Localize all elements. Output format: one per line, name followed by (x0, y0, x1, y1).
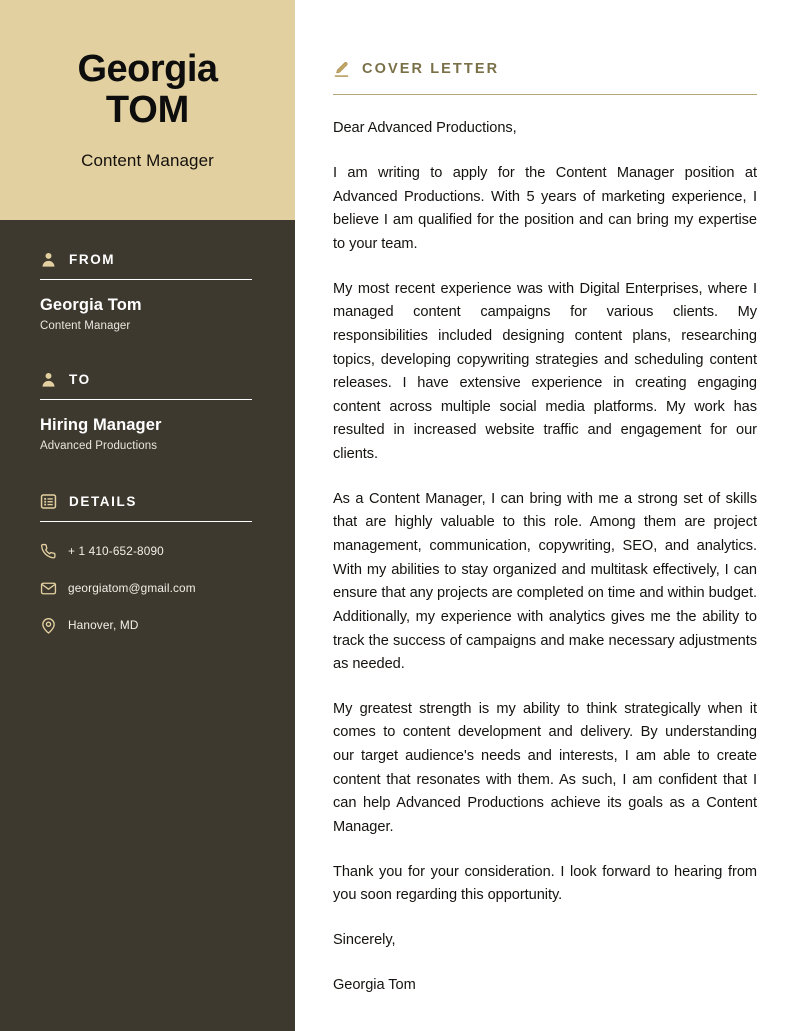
cover-letter-title: COVER LETTER (362, 61, 500, 77)
salutation: Dear Advanced Productions, (333, 120, 517, 137)
to-section (40, 368, 255, 452)
to-name: Hiring Manager (40, 416, 162, 434)
phone-value: + 1 410-652-8090 (68, 544, 164, 558)
person-icon (40, 251, 57, 268)
contact-phone[interactable] (40, 542, 255, 560)
letter-paragraph: My greatest strength is my ability to think strategically when it comes to content development and delivery. By understanding our target audience's needs and interests, I am able to create content that resonates with them. As such, I am confident that I can help Advanced Productions achieve its goals as a Content Manager. (333, 700, 757, 836)
phone-icon (40, 543, 57, 560)
list-card-icon (40, 493, 57, 510)
contact-location[interactable] (40, 616, 255, 634)
details-title: DETAILS (69, 493, 137, 509)
job-title: Content Manager (81, 151, 214, 171)
person-icon (40, 371, 57, 388)
letter-body (333, 117, 757, 997)
location-value: Hanover, MD (68, 618, 139, 632)
email-value: georgiatom@gmail.com (68, 581, 196, 595)
to-subtitle: Advanced Productions (40, 440, 158, 452)
details-section (40, 490, 255, 634)
sidebar (0, 0, 295, 1031)
first-name: Georgia (77, 47, 218, 90)
from-heading (40, 248, 255, 270)
contact-list (40, 542, 255, 634)
from-name: Georgia Tom (40, 296, 142, 314)
sidebar-body (0, 220, 295, 1031)
letter-paragraph: My most recent experience was with Digital Enterprises, where I managed content campaigns for various clients. My responsibilities included designing content plans, researching topics, developing copywriting strategies and scheduling content releases. I have extensive experience in creating engaging content across multiple social media platforms. My work has resulted in increased website traffic and engagement for our clients. (333, 280, 757, 463)
pencil-icon (333, 61, 350, 78)
name-header (0, 0, 295, 220)
cover-letter-heading (333, 56, 757, 82)
contact-email[interactable] (40, 579, 255, 597)
from-subtitle: Content Manager (40, 320, 131, 332)
from-title: FROM (69, 251, 116, 267)
to-heading (40, 368, 255, 390)
last-name: TOM (105, 89, 190, 131)
signature-name: Georgia Tom (333, 976, 416, 993)
closing-line: Sincerely, (333, 931, 396, 948)
to-divider (40, 399, 252, 400)
details-divider (40, 521, 252, 522)
letter-paragraph-closing: Thank you for your consideration. I look forward to hearing from you soon regarding this opportunity. (333, 863, 757, 904)
letter-paragraph: I am writing to apply for the Content Manager position at Advanced Productions. With 5 years of marketing experience, I believe I am qualified for the position and can bring my expertise to your team. (333, 165, 757, 252)
details-heading (40, 490, 255, 512)
location-pin-icon (40, 617, 57, 634)
to-title: TO (69, 371, 91, 387)
letter-content (295, 0, 800, 1031)
cover-letter-divider (333, 94, 757, 95)
letter-paragraph: As a Content Manager, I can bring with me a strong set of skills that are highly valuable to this role. Among them are project management, communication, copywriting, SEO, and analytics. With my abilities to stay organized and multitask effectively, I can ensure that any projects are completed on time and within budget. Additionally, my experience with analytics gives me the ability to track the success of campaigns and make necessary adjustments as needed. (333, 490, 757, 673)
from-divider (40, 279, 252, 280)
envelope-icon (40, 580, 57, 597)
from-section (40, 248, 255, 332)
